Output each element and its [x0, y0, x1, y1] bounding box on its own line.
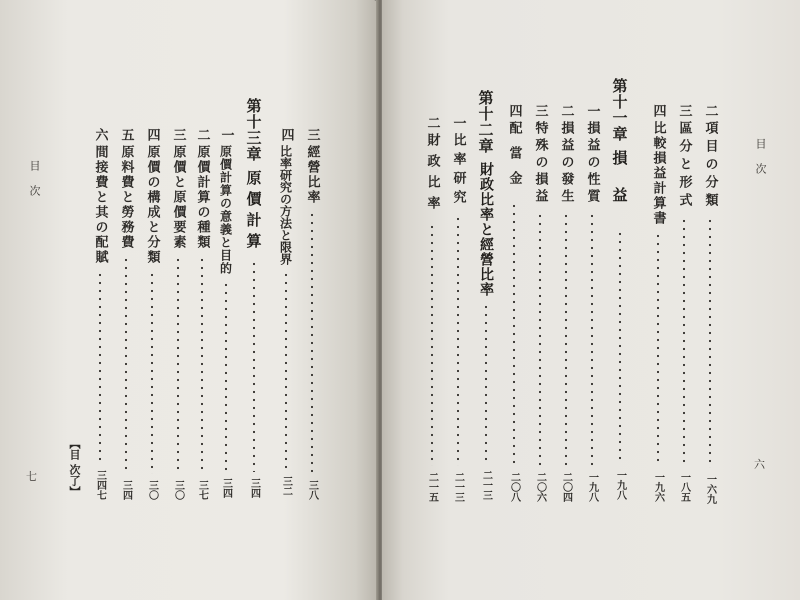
- entry-number: 一: [450, 116, 466, 129]
- dot-leader: [177, 256, 179, 474]
- entry-title: 原料費と勞務費: [118, 145, 134, 250]
- entry-title: 經營比率: [304, 145, 320, 205]
- entry-page: 三〇: [146, 480, 158, 500]
- toc-entry: [700, 104, 720, 504]
- entry-number: 三: [170, 128, 186, 141]
- dot-leader: [285, 271, 287, 470]
- entry-page: 一九八: [586, 472, 598, 502]
- entry-page: 三二: [280, 476, 292, 496]
- entry-number: 三: [532, 104, 548, 117]
- entry-title: 區分と形式: [676, 121, 692, 211]
- dot-leader: [311, 211, 313, 474]
- right-page: [382, 0, 800, 600]
- toc-entry: [448, 116, 468, 502]
- dot-leader: [565, 212, 567, 466]
- entry-number: 二: [194, 128, 210, 141]
- entry-number: 四: [144, 128, 160, 141]
- entry-title: 原價計算の意義と目的: [218, 145, 233, 275]
- entry-page: 三四: [220, 478, 232, 498]
- entry-page: 三四: [120, 480, 132, 500]
- chapter-label: 第十二章: [476, 90, 495, 154]
- dot-leader: [201, 256, 203, 474]
- entry-number: 六: [92, 128, 108, 141]
- entry-title: 比率研究の方法と限界: [278, 145, 293, 265]
- entry-page: 一八五: [678, 472, 690, 502]
- right-running-header: 目次: [754, 138, 767, 188]
- chapter-heading: [242, 98, 266, 498]
- entry-title: 比率研究: [450, 133, 466, 209]
- dot-leader: [457, 215, 459, 466]
- chapter-label: 第十一章: [610, 78, 629, 142]
- entry-page: 三四七: [94, 470, 106, 500]
- dot-leader: [709, 217, 711, 468]
- entry-page: 二〇八: [508, 472, 520, 502]
- toc-entry: [168, 128, 188, 500]
- entry-title: 損益の發生: [558, 121, 574, 206]
- entry-number: 四: [506, 104, 522, 117]
- left-page: [0, 0, 378, 600]
- dot-leader: [591, 212, 593, 466]
- left-running-header: 目次: [28, 160, 41, 210]
- toc-entry: [422, 116, 442, 502]
- toc-entry: [674, 104, 694, 502]
- toc-entry: [530, 104, 550, 502]
- toc-entry: [276, 128, 296, 496]
- entry-page: 一六九: [704, 474, 716, 504]
- toc-entry: [504, 104, 524, 502]
- entry-page: 三八: [306, 480, 318, 500]
- toc-entry: [556, 104, 576, 502]
- entry-title: 配當金: [506, 121, 522, 196]
- toc-entry: [90, 128, 110, 500]
- entry-page: 二一五: [426, 472, 438, 502]
- chapter-heading: [474, 90, 498, 500]
- entry-title: 財政比率: [424, 133, 440, 217]
- entry-number: 二: [424, 116, 440, 129]
- toc-entry: [192, 128, 212, 500]
- dot-leader: [539, 212, 541, 466]
- entry-number: 一: [584, 104, 600, 117]
- chapter-title: 損益: [610, 150, 629, 224]
- dot-leader: [513, 202, 515, 466]
- entry-title: 損益の性質: [584, 121, 600, 206]
- left-folio: 七: [26, 470, 37, 483]
- dot-leader: [225, 281, 227, 472]
- entry-page: 二〇六: [534, 472, 546, 502]
- chapter-title: 財政比率と經營比率: [478, 162, 494, 297]
- entry-title: 原價と原價要素: [170, 145, 186, 250]
- entry-number: 三: [304, 128, 320, 141]
- chapter-page: 三四: [248, 478, 260, 498]
- entry-page: 二〇四: [560, 472, 572, 502]
- dot-leader: [431, 223, 433, 466]
- entry-number: 五: [118, 128, 134, 141]
- dot-leader: [683, 217, 685, 466]
- toc-entry: [116, 128, 136, 500]
- end-mark: 【目 次了】: [68, 438, 81, 497]
- dot-leader: [99, 271, 101, 464]
- chapter-title: 原價計算: [244, 170, 263, 254]
- toc-entry: [648, 104, 668, 502]
- toc-entry: [582, 104, 602, 502]
- entry-page: 三〇: [172, 480, 184, 500]
- chapter-page: 二一三: [480, 470, 492, 500]
- entry-title: 間接費と其の配賦: [92, 145, 108, 265]
- entry-number: 三: [676, 104, 692, 117]
- chapter-page: 一九八: [614, 470, 626, 500]
- entry-number: 二: [558, 104, 574, 117]
- dot-leader: [485, 303, 487, 464]
- entry-title: 原價計算の種類: [194, 145, 210, 250]
- toc-entry: [216, 128, 236, 498]
- entry-title: 比較損益計算書: [650, 121, 666, 226]
- entry-page: 一九六: [652, 472, 664, 502]
- dot-leader: [657, 232, 659, 466]
- right-folio: 六: [754, 458, 765, 471]
- entry-number: 四: [278, 128, 294, 141]
- chapter-heading: [608, 78, 632, 500]
- dot-leader: [151, 271, 153, 474]
- dot-leader: [253, 260, 255, 472]
- entry-number: 二: [702, 104, 718, 117]
- toc-entry: [302, 128, 322, 500]
- entry-number: 一: [218, 128, 234, 141]
- dot-leader: [619, 230, 621, 464]
- entry-number: 四: [650, 104, 666, 117]
- entry-title: 項目の分類: [702, 121, 718, 211]
- entry-page: 三七: [196, 480, 208, 500]
- dot-leader: [125, 256, 127, 474]
- toc-entry: [142, 128, 162, 500]
- entry-title: 原價の構成と分類: [144, 145, 160, 265]
- entry-title: 特殊の損益: [532, 121, 548, 206]
- chapter-label: 第十三章: [244, 98, 263, 162]
- entry-page: 二一三: [452, 472, 464, 502]
